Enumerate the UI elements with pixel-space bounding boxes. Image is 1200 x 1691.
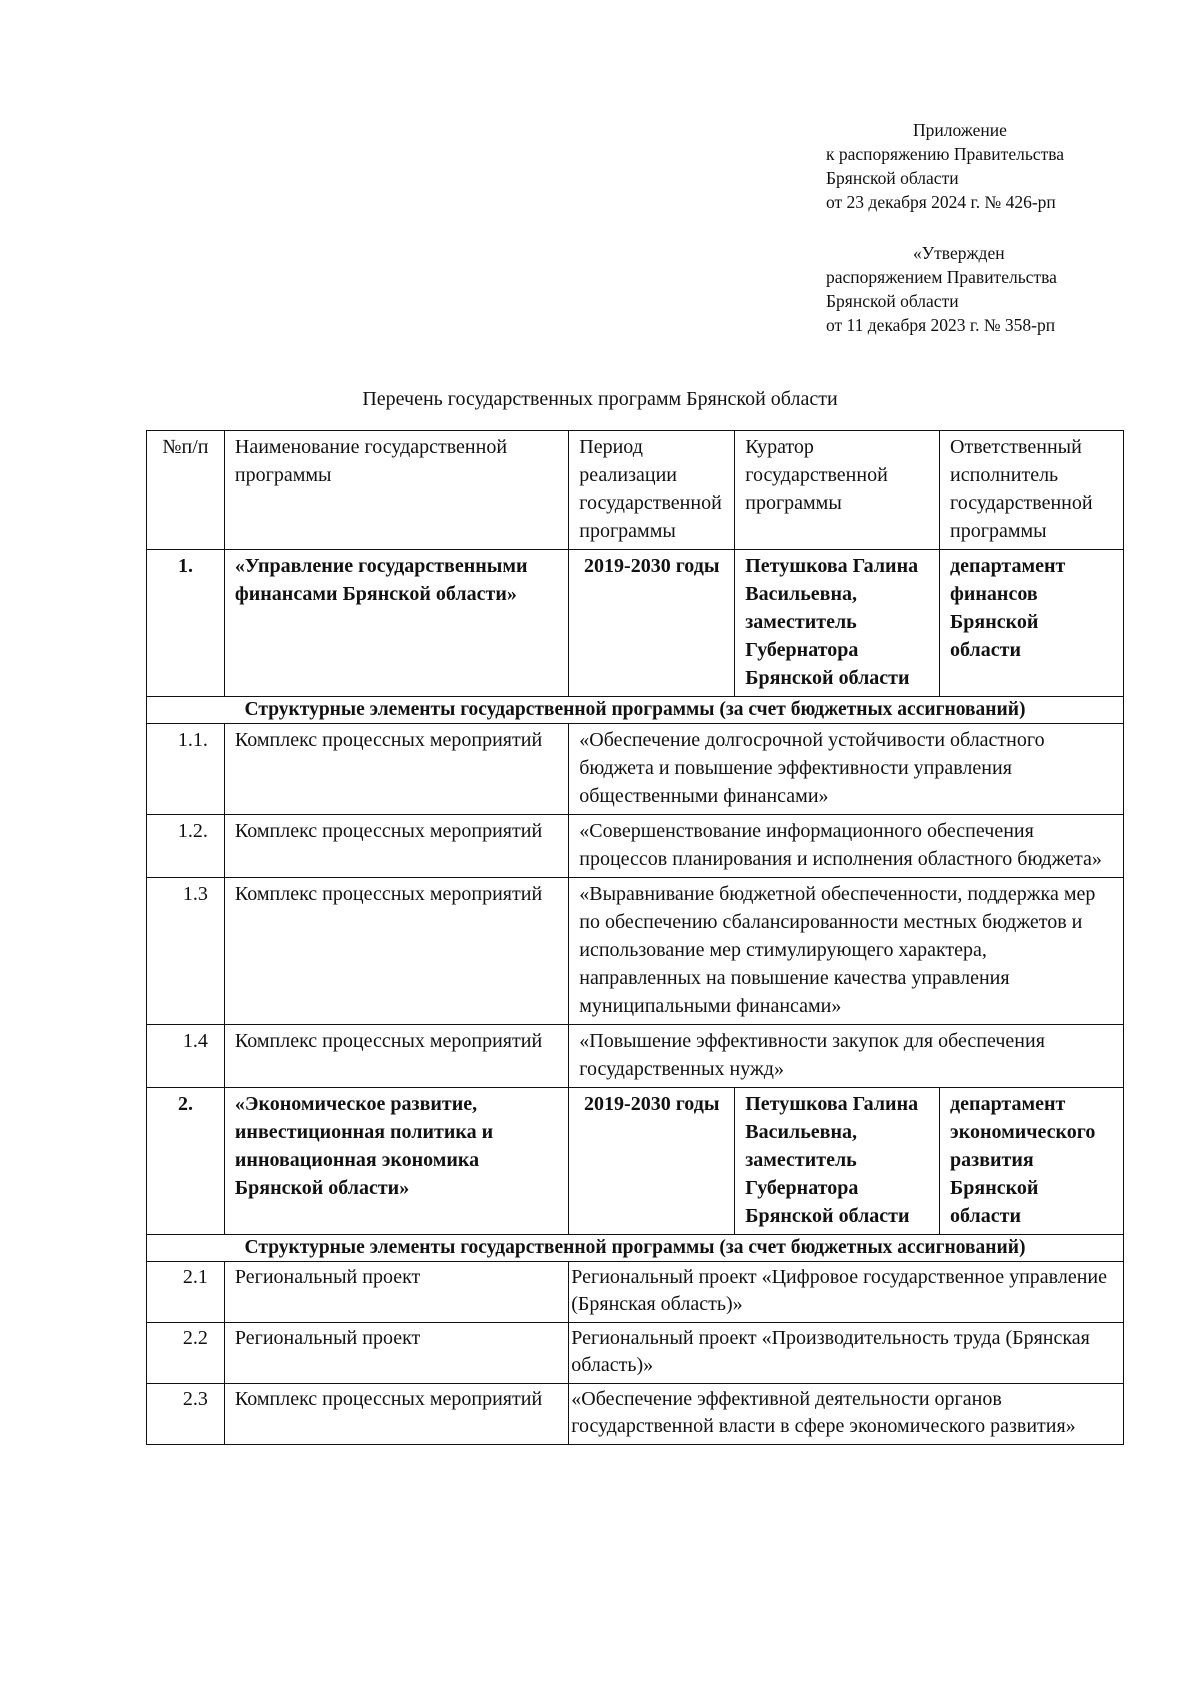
header-executor: Ответственный исполнитель государственной программы bbox=[940, 431, 1124, 550]
element-num: 1.3 bbox=[147, 878, 225, 1025]
program-period: 2019-2030 годы bbox=[569, 1088, 735, 1235]
element-type: Региональный проект bbox=[224, 1323, 568, 1384]
element-row bbox=[147, 815, 1124, 878]
header-period: Период реализации государственной программы bbox=[569, 431, 735, 550]
element-row bbox=[147, 1323, 1124, 1384]
element-name: «Совершенствование информационного обеспечения процессов планирования и исполнения областного бюджета» bbox=[569, 815, 1124, 878]
program-row bbox=[147, 550, 1124, 697]
header-name: Наименование государственной программы bbox=[224, 431, 568, 550]
section-row bbox=[147, 697, 1124, 724]
approved-line-4: от 11 декабря 2023 г. № 358-рп bbox=[826, 315, 1056, 335]
element-num: 2.1 bbox=[147, 1262, 225, 1323]
program-executor: департамент экономического развития Брянской области bbox=[940, 1088, 1124, 1235]
element-num: 2.2 bbox=[147, 1323, 225, 1384]
element-type: Комплекс процессных мероприятий bbox=[224, 815, 568, 878]
section-label: Структурные элементы государственной программы (за счет бюджетных ассигнований) bbox=[147, 697, 1124, 724]
element-name: «Обеспечение долгосрочной устойчивости областного бюджета и повышение эффективности управления общественными финансами» bbox=[569, 724, 1124, 815]
table-header-row bbox=[147, 431, 1124, 550]
section-label: Структурные элементы государственной программы (за счет бюджетных ассигнований) bbox=[147, 1235, 1124, 1262]
element-name: «Выравнивание бюджетной обеспеченности, поддержка мер по обеспечению сбалансированности местных бюджетов и использование мер стимулирующего характера, направленных на повышение качества управления муниципальными финансами» bbox=[569, 878, 1124, 1025]
appendix-line-2: к распоряжению Правительства bbox=[826, 144, 1065, 164]
approved-line-3: Брянской области bbox=[826, 291, 959, 311]
element-type: Комплекс процессных мероприятий bbox=[224, 1025, 568, 1088]
header-num: №п/п bbox=[147, 431, 225, 550]
program-name: «Экономическое развитие, инвестиционная политика и инновационная экономика Брянской области» bbox=[224, 1088, 568, 1235]
element-row bbox=[147, 878, 1124, 1025]
program-executor: департамент финансов Брянской области bbox=[940, 550, 1124, 697]
program-period: 2019-2030 годы bbox=[569, 550, 735, 697]
element-type: Комплекс процессных мероприятий bbox=[224, 724, 568, 815]
approved-line-2: распоряжением Правительства bbox=[826, 267, 1057, 287]
appendix-line-3: Брянской области bbox=[826, 168, 959, 188]
element-type: Комплекс процессных мероприятий bbox=[224, 1384, 568, 1445]
element-row bbox=[147, 1262, 1124, 1323]
element-num: 1.4 bbox=[147, 1025, 225, 1088]
element-name: Региональный проект «Производительность труда (Брянская область)» bbox=[569, 1323, 1124, 1384]
program-curator: Петушкова Галина Васильевна, заместитель Губернатора Брянской области bbox=[735, 550, 940, 697]
document-title: Перечень государственных программ Брянской области bbox=[362, 388, 838, 410]
element-num: 1.1. bbox=[147, 724, 225, 815]
appendix-line-1: Приложение bbox=[913, 120, 1007, 140]
appendix-block bbox=[826, 118, 1064, 214]
appendix-line-4: от 23 декабря 2024 г. № 426-рп bbox=[826, 192, 1056, 212]
element-num: 2.3 bbox=[147, 1384, 225, 1445]
program-num: 1. bbox=[147, 550, 225, 697]
element-num: 1.2. bbox=[147, 815, 225, 878]
element-type: Региональный проект bbox=[224, 1262, 568, 1323]
element-name: «Повышение эффективности закупок для обеспечения государственных нужд» bbox=[569, 1025, 1124, 1088]
approved-block bbox=[826, 241, 1057, 337]
element-name: «Обеспечение эффективной деятельности органов государственной власти в сфере экономического развития» bbox=[569, 1384, 1124, 1445]
program-name: «Управление государственными финансами Брянской области» bbox=[224, 550, 568, 697]
program-row bbox=[147, 1088, 1124, 1235]
section-row bbox=[147, 1235, 1124, 1262]
program-num: 2. bbox=[147, 1088, 225, 1235]
element-row bbox=[147, 1384, 1124, 1445]
element-row bbox=[147, 1025, 1124, 1088]
header-curator: Куратор государственной программы bbox=[735, 431, 940, 550]
element-name: Региональный проект «Цифровое государственное управление (Брянская область)» bbox=[569, 1262, 1124, 1323]
program-curator: Петушкова Галина Васильевна, заместитель Губернатора Брянской области bbox=[735, 1088, 940, 1235]
approved-line-1: «Утвержден bbox=[913, 243, 1005, 263]
element-row bbox=[147, 724, 1124, 815]
programs-table bbox=[146, 430, 1124, 1445]
element-type: Комплекс процессных мероприятий bbox=[224, 878, 568, 1025]
